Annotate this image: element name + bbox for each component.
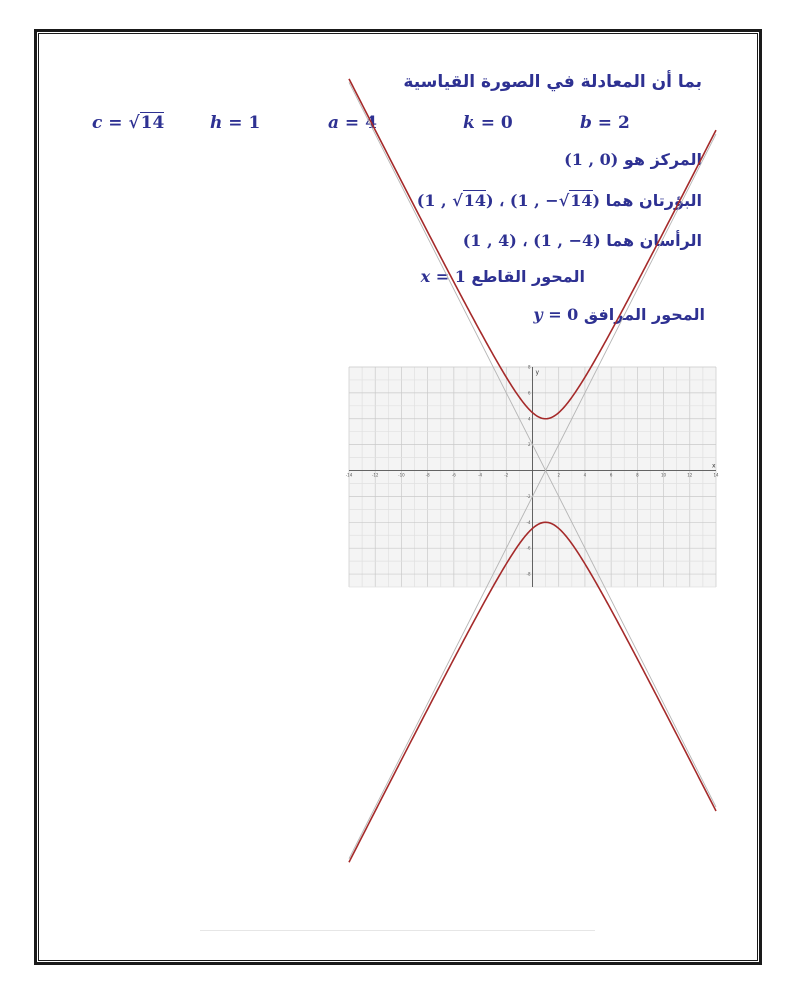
conjugate-axis-value: = 0 <box>548 305 579 324</box>
foci-separator: ، <box>499 191 505 210</box>
y-tick-label: -2 <box>526 493 531 499</box>
x-tick-label: 4 <box>583 472 587 478</box>
center-value: (1 , 0) <box>564 150 619 169</box>
param-h-value: 1 <box>248 113 261 133</box>
param-a: a = 4 <box>328 113 377 133</box>
param-h: h = 1 <box>210 113 261 133</box>
x-tick-label: -10 <box>398 472 405 478</box>
param-c-value: 14 <box>140 113 165 133</box>
focus-2-prefix: (1 , <box>416 191 453 210</box>
vertices-separator: ، <box>522 231 528 250</box>
y-tick-label: -6 <box>526 545 531 551</box>
x-tick-label: 6 <box>609 472 613 478</box>
center-label: المركز هو <box>623 150 702 169</box>
param-a-name: a <box>328 113 340 133</box>
foci-line <box>417 191 702 210</box>
sqrt-sign: √14 <box>558 191 593 210</box>
param-b: b = 2 <box>580 113 630 133</box>
y-axis-label: y <box>535 369 540 376</box>
foci-label: البؤرتان هما <box>605 191 702 210</box>
x-tick-label: -8 <box>425 472 430 478</box>
y-tick-label: 6 <box>527 390 531 396</box>
x-tick-label: -4 <box>478 472 483 478</box>
x-tick-label: -12 <box>371 472 379 478</box>
vertex-2: (1 , 4) <box>462 231 517 250</box>
conjugate-axis-line <box>533 305 705 324</box>
hyperbola-graph <box>345 364 719 587</box>
x-tick-label: -6 <box>451 472 456 478</box>
param-a-value: 4 <box>365 113 377 133</box>
sqrt-sign: √14 <box>128 113 165 133</box>
transverse-axis-value: = 1 <box>435 267 466 286</box>
x-tick-label: -2 <box>504 472 509 478</box>
x-tick-label: 14 <box>713 472 719 478</box>
x-tick-label: -14 <box>345 472 353 478</box>
param-b-name: b <box>580 113 592 133</box>
transverse-axis-var: x <box>420 267 431 286</box>
conjugate-axis-equation <box>533 305 578 324</box>
y-tick-label: -4 <box>526 519 531 525</box>
x-tick-label: 12 <box>687 472 693 478</box>
x-axis-label: x <box>712 462 716 470</box>
vertices-value <box>463 231 601 250</box>
foci-value <box>417 191 600 210</box>
focus-1-prefix: (1 , − <box>509 191 559 210</box>
y-tick-label: 2 <box>527 442 531 448</box>
focus-2-root: 14 <box>463 191 486 210</box>
conjugate-axis-var: y <box>533 305 543 324</box>
param-c-name: c <box>92 113 103 133</box>
x-tick-label: 8 <box>636 472 639 478</box>
y-tick-label: -8 <box>526 571 531 577</box>
transverse-axis-equation <box>421 267 466 286</box>
param-k-value: 0 <box>500 113 513 133</box>
focus-2-suffix: ) <box>485 191 494 210</box>
heading: بما أن المعادلة في الصورة القياسية <box>403 72 702 92</box>
focus-1-suffix: ) <box>592 191 601 210</box>
transverse-axis-line <box>421 267 585 286</box>
transverse-axis-label: المحور القاطع <box>471 267 585 286</box>
param-h-name: h <box>210 113 223 133</box>
y-tick-label: 8 <box>527 364 531 370</box>
sqrt-sign: √14 <box>452 191 486 210</box>
x-tick-label: 2 <box>557 472 560 478</box>
vertices-line <box>463 231 702 250</box>
param-k-name: k <box>463 113 475 133</box>
param-b-value: 2 <box>617 113 630 133</box>
y-tick-label: 4 <box>527 416 531 422</box>
focus-1-root: 14 <box>570 191 593 210</box>
param-k: k = 0 <box>463 113 513 133</box>
footer-line <box>200 930 595 931</box>
vertex-1: (1 , −4) <box>533 231 601 250</box>
center-line <box>564 150 702 169</box>
param-c: c = √14 <box>92 113 165 133</box>
vertices-label: الرأسان هما <box>606 231 702 250</box>
x-tick-label: 10 <box>661 472 667 478</box>
conjugate-axis-label: المحور المرافق <box>583 305 705 324</box>
